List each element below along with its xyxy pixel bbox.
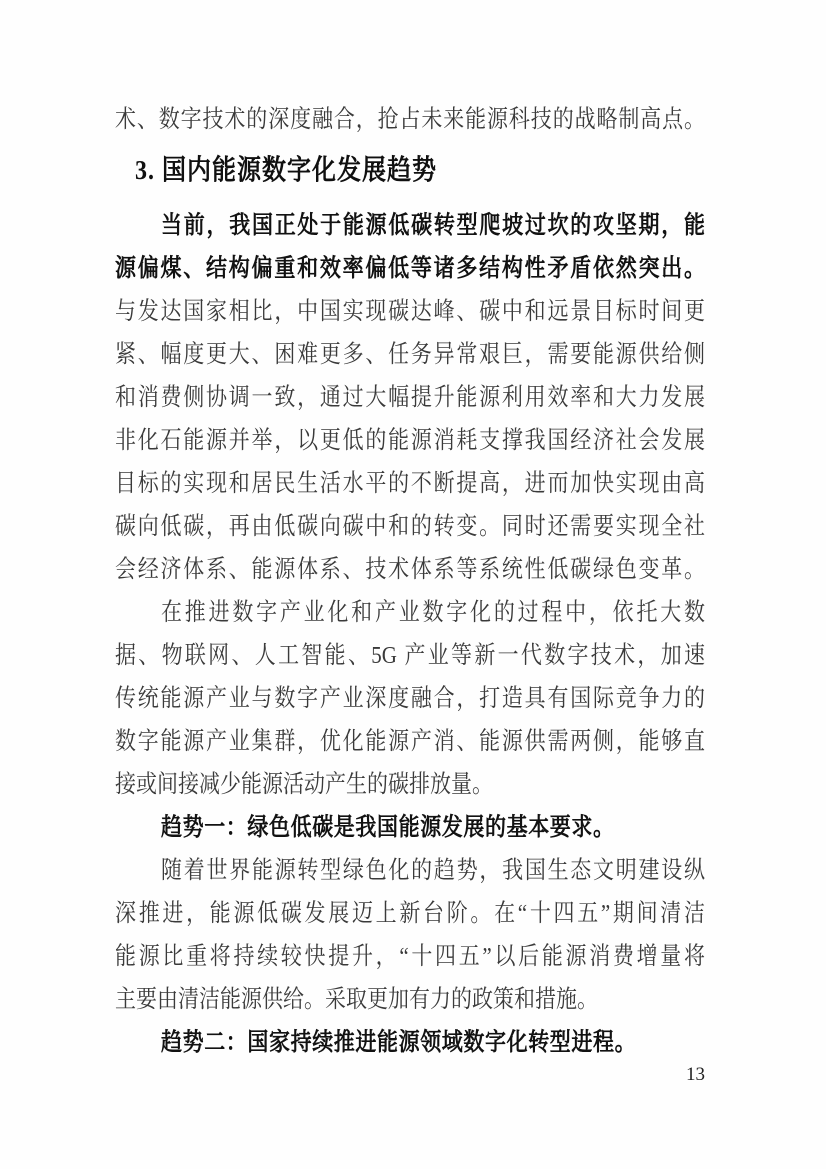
section-heading (115, 148, 705, 195)
text-content: 目标的实现和居民生活水平的不断提高，进而加快实现由高 (115, 469, 705, 497)
paragraph-line (115, 98, 705, 141)
paragraph-line (115, 376, 705, 419)
paragraph-line (115, 677, 705, 720)
paragraph-line (115, 892, 705, 935)
text-content: 3. 国内能源数字化发展趋势 (135, 155, 437, 186)
paragraph-line (115, 247, 705, 290)
text-content: 源偏煤、结构偏重和效率偏低等诸多结构性矛盾依然突出。 (115, 254, 705, 282)
paragraph-line (115, 419, 705, 462)
trend-heading (115, 1021, 705, 1064)
page-content (115, 98, 705, 1064)
text-content: 会经济体系、能源体系、技术体系等系统性低碳绿色变革。 (115, 555, 705, 583)
text-content: 当前，我国正处于能源低碳转型爬坡过坎的攻坚期，能 (161, 211, 705, 239)
text-content: 能源比重将持续较快提升，“十四五”以后能源消费增量将 (115, 942, 705, 970)
paragraph-line (115, 505, 705, 548)
paragraph-line (115, 634, 705, 677)
paragraph-line (115, 462, 705, 505)
page-number: 13 (686, 1064, 705, 1085)
paragraph-line (115, 548, 705, 591)
paragraph-line (115, 290, 705, 333)
text-content: 趋势一：绿色低碳是我国能源发展的基本要求。 (161, 813, 615, 841)
text-content: 碳向低碳，再由低碳向碳中和的转变。同时还需要实现全社 (115, 512, 705, 540)
text-content: 非化石能源并举，以更低的能源消耗支撑我国经济社会发展 (115, 426, 705, 454)
text-content: 数字能源产业集群，优化能源产消、能源供需两侧，能够直 (115, 727, 705, 755)
text-content: 在推进数字产业化和产业数字化的过程中，依托大数 (161, 598, 705, 626)
text-content: 主要由清洁能源供给。采取更加有力的政策和措施。 (115, 985, 598, 1013)
trend-heading (115, 806, 705, 849)
text-content: 紧、幅度更大、困难更多、任务异常艰巨，需要能源供给侧 (115, 340, 705, 368)
paragraph-line (115, 849, 705, 892)
text-content: 传统能源产业与数字产业深度融合，打造具有国际竞争力的 (115, 684, 705, 712)
paragraph-line (115, 935, 705, 978)
text-content: 趋势二：国家持续推进能源领域数字化转型进程。 (161, 1028, 637, 1056)
text-content: 据、物联网、人工智能、5G 产业等新一代数字技术，加速 (115, 641, 705, 669)
paragraph-line (115, 763, 705, 806)
text-content: 接或间接减少能源活动产生的碳排放量。 (115, 770, 493, 798)
paragraph-line (115, 591, 705, 634)
text-content: 随着世界能源转型绿色化的趋势，我国生态文明建设纵 (161, 856, 705, 884)
text-content: 与发达国家相比，中国实现碳达峰、碳中和远景目标时间更 (115, 297, 705, 325)
paragraph-line (115, 720, 705, 763)
text-content: 和消费侧协调一致，通过大幅提升能源利用效率和大力发展 (115, 383, 705, 411)
paragraph-line (115, 204, 705, 247)
paragraph-line (115, 978, 705, 1021)
text-content: 术、数字技术的深度融合，抢占未来能源科技的战略制高点。 (115, 105, 705, 133)
text-content: 深推进，能源低碳发展迈上新台阶。在“十四五”期间清洁 (115, 899, 705, 927)
paragraph-line (115, 333, 705, 376)
